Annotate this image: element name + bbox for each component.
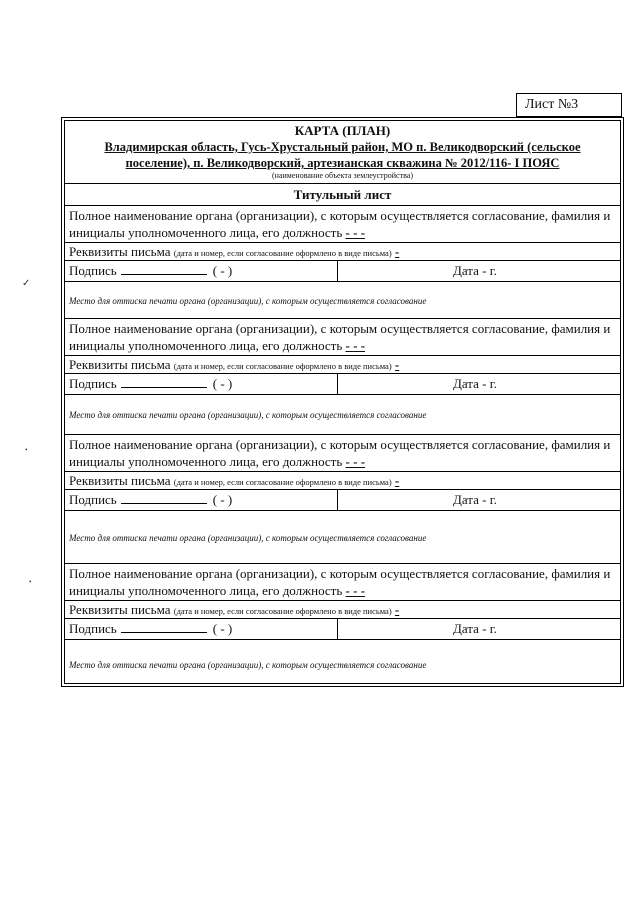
org-name-field [65,206,620,243]
org-name-text: Полное наименование органа (организации), с которым осуществляется согласование, фамилия и инициалы уполномоченного лица, его должность [69,566,611,598]
letter-details-row [65,601,620,619]
seal-area: Место для оттиска печати органа (организации), с которым осуществляется согласование [69,532,427,543]
approval-block-2 [65,319,620,435]
approval-block-4 [65,564,620,691]
org-name-text: Полное наименование органа (организации), с которым осуществляется согласование, фамилия и инициалы уполномоченного лица, его должность [69,321,611,353]
letter-details-value: - [394,602,400,617]
org-name-value: - - - [345,225,366,240]
seal-area: Место для оттиска печати органа (организации), с которым осуществляется согласование [69,295,427,306]
signature-line [121,261,207,275]
signature-date-row [65,261,620,282]
signature-label: Подпись [69,263,117,278]
org-name-field [65,564,620,601]
letter-details-value: - [394,357,400,372]
approval-form [64,120,621,684]
section-title: Титульный лист [65,184,620,206]
approval-block-3 [65,435,620,564]
signature-value: ( - ) [212,376,233,391]
approval-block-1 [65,206,620,319]
signature-value: ( - ) [212,621,233,636]
signature-cell [65,374,338,394]
signature-date-row [65,619,620,640]
org-name-text: Полное наименование органа (организации), с которым осуществляется согласование, фамилия и инициалы уполномоченного лица, его должность [69,437,611,469]
signature-label: Подпись [69,492,117,507]
seal-area: Место для оттиска печати органа (организации), с которым осуществляется согласование [69,410,427,420]
date-cell: Дата - г. [453,263,497,278]
letter-details-hint: (дата и номер, если согласование оформлено в виде письма) [173,606,392,616]
object-caption: (наименование объекта землеустройства) [272,171,413,180]
signature-date-row [65,374,620,395]
org-name-value: - - - [345,338,366,353]
signature-label: Подпись [69,621,117,636]
org-name-text: Полное наименование органа (организации), с которым осуществляется согласование, фамилия и инициалы уполномоченного лица, его должность [69,208,611,240]
letter-details-label: Реквизиты письма [69,473,171,488]
scan-speck-mark: • [25,446,28,454]
letter-details-row [65,243,620,261]
seal-area: Место для оттиска печати органа (организации), с которым осуществляется согласование [69,660,427,670]
letter-details-row [65,356,620,374]
letter-details-hint: (дата и номер, если согласование оформлено в виде письма) [173,248,392,258]
letter-details-value: - [394,473,400,488]
org-name-field [65,435,620,472]
signature-date-row [65,490,620,511]
letter-details-label: Реквизиты письма [69,602,171,617]
date-cell: Дата - г. [453,376,497,391]
letter-details-hint: (дата и номер, если согласование оформлено в виде письма) [173,477,392,487]
org-name-field [65,319,620,356]
object-address-line-1: Владимирская область, Гусь-Хрустальный район, МО п. Великодворский (сельское [104,140,581,154]
document-title: КАРТА (ПЛАН) [294,123,391,138]
signature-value: ( - ) [212,263,233,278]
letter-details-label: Реквизиты письма [69,357,171,372]
signature-cell [65,619,338,639]
signature-line [121,619,207,633]
sheet-number-label: Лист №3 [516,93,622,117]
signature-label: Подпись [69,376,117,391]
letter-details-hint: (дата и номер, если согласование оформлено в виде письма) [173,361,392,371]
org-name-value: - - - [345,583,366,598]
signature-value: ( - ) [212,492,233,507]
letter-details-row [65,472,620,490]
org-name-value: - - - [345,454,366,469]
signature-line [121,374,207,388]
date-cell: Дата - г. [453,621,497,636]
letter-details-label: Реквизиты письма [69,244,171,259]
signature-cell [65,261,338,281]
document-header [65,121,620,184]
scan-speck-mark: ✓ [22,278,31,289]
signature-cell [65,490,338,510]
scan-speck-mark: • [29,578,32,586]
date-cell: Дата - г. [453,492,497,507]
signature-line [121,490,207,504]
letter-details-value: - [394,244,400,259]
approval-form-frame [61,117,624,687]
object-address-line-2: поселение), п. Великодворский, артезианская скважина № 2012/116- I ПОЯС [125,156,560,170]
